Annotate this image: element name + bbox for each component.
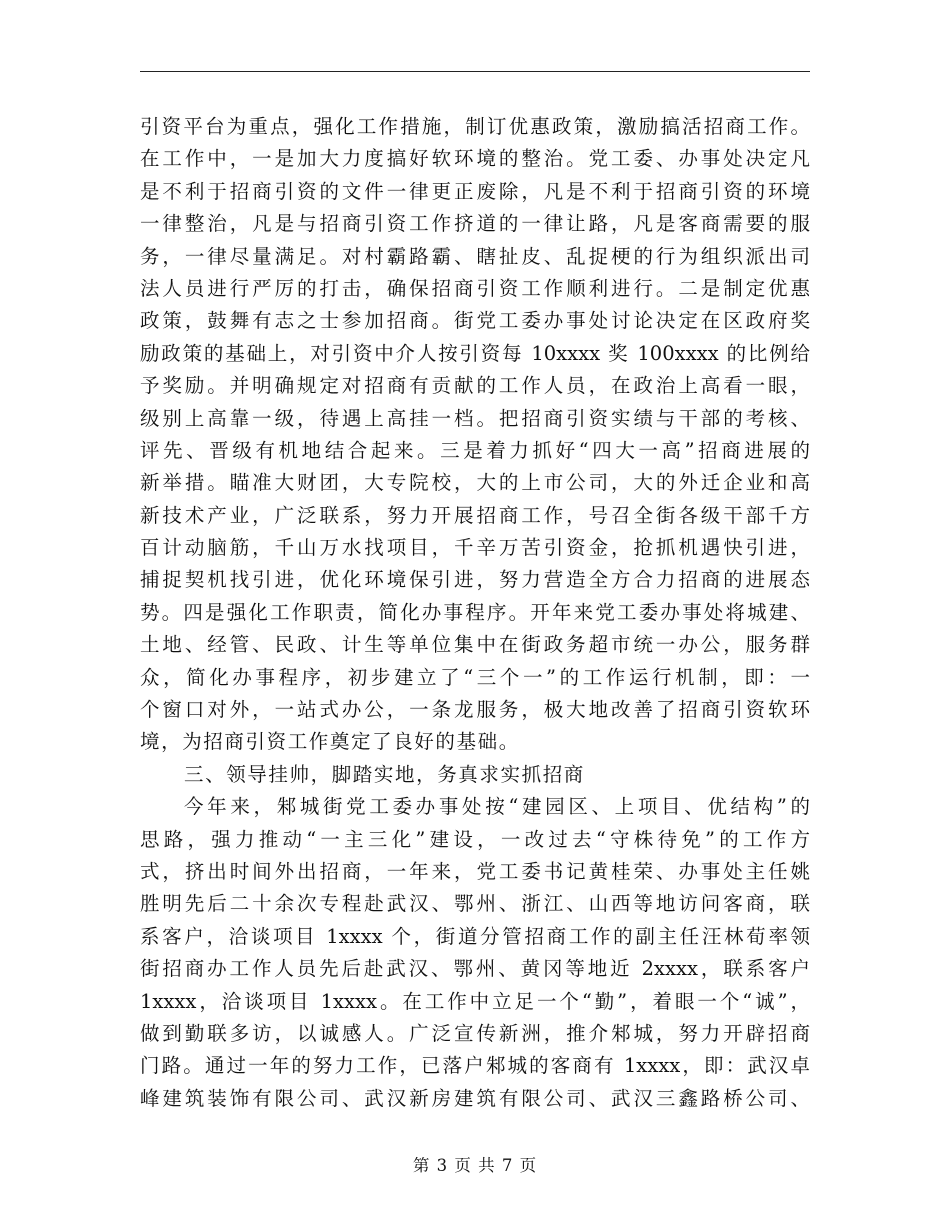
text-line: 式，挤出时间外出招商，一年来，党工委书记黄桂荣、办事处主任姚 [140,859,810,883]
text-line: 法人员进行严厉的打击，确保招商引资工作顺利进行。二是制定优惠 [140,276,810,300]
text-line: 土地、经管、民政、计生等单位集中在街政务超市统一办公，服务群 [140,633,810,657]
page-footer: 第 3 页 共 7 页 [412,1156,538,1175]
text-line: 新举措。瞄准大财团，大专院校，大的上市公司，大的外迁企业和高 [140,471,810,495]
text-line: 势。四是强化工作职责，简化办事程序。开年来党工委办事处将城建、 [140,600,810,624]
section-heading: 三、领导挂帅，脚踏实地，务真求实抓招商 [184,762,585,786]
text-line: 在工作中，一是加大力度搞好软环境的整治。党工委、办事处决定凡 [140,147,810,171]
text-line: 系客户，洽谈项目 1xxxx 个，街道分管招商工作的副主任汪林荀率领 [140,924,810,948]
header-rule [140,71,810,72]
text-line: 今年来，邾城街党工委办事处按“建园区、上项目、优结构”的 [184,795,810,819]
text-line: 新技术产业，广泛联系，努力开展招商工作，号召全街各级干部千方 [140,503,810,527]
text-line: 街招商办工作人员先后赴武汉、鄂州、黄冈等地近 2xxxx，联系客户 [140,957,810,981]
text-line: 峰建筑装饰有限公司、武汉新房建筑有限公司、武汉三鑫路桥公司、 [140,1086,810,1110]
text-line: 引资平台为重点，强化工作措施，制订优惠政策，激励搞活招商工作。 [140,115,810,138]
text-line: 众，简化办事程序，初步建立了“三个一”的工作运行机制，即：一 [140,665,810,689]
text-line: 捕捉契机找引进，优化环境保引进，努力营造全方合力招商的进展态 [140,568,810,592]
text-line: 门路。通过一年的努力工作，已落户邾城的客商有 1xxxx，即：武汉卓 [140,1054,810,1078]
text-line: 评先、晋级有机地结合起来。三是着力抓好“四大一高”招商进展的 [140,438,810,462]
text-line: 1xxxx，洽谈项目 1xxxx。在工作中立足一个“勤”，着眼一个“诚”， [140,989,810,1013]
text-line: 境，为招商引资工作奠定了良好的基础。 [140,730,520,754]
text-line: 予奖励。并明确规定对招商有贡献的工作人员，在政治上高看一眼， [140,374,810,398]
text-line: 级别上高靠一级，待遇上高挂一档。把招商引资实绩与干部的考核、 [140,406,810,430]
text-line: 百计动脑筋，千山万水找项目，千辛万苦引资金，抢抓机遇快引进， [140,536,810,560]
text-line: 励政策的基础上，对引资中介人按引资每 10xxxx 奖 100xxxx 的比例给 [140,341,810,365]
text-line: 个窗口对外，一站式办公，一条龙服务，极大地改善了招商引资软环 [140,698,810,722]
text-line: 做到勤联多访，以诚感人。广泛宣传新洲，推介邾城，努力开辟招商 [140,1021,810,1045]
text-line: 思路，强力推动“一主三化”建设，一改过去“守株待免”的工作方 [140,827,810,851]
text-line: 一律整治，凡是与招商引资工作挤道的一律让路，凡是客商需要的服 [140,212,810,236]
text-line: 务，一律尽量满足。对村霸路霸、瞎扯皮、乱捉梗的行为组织派出司 [140,244,810,268]
text-line: 是不利于招商引资的文件一律更正废除，凡是不利于招商引资的环境 [140,179,810,203]
text-line: 胜明先后二十余次专程赴武汉、鄂州、浙江、山西等地访问客商，联 [140,892,810,916]
document-body [140,111,810,1115]
text-line: 政策，鼓舞有志之士参加招商。街党工委办事处讨论决定在区政府奖 [140,309,810,333]
